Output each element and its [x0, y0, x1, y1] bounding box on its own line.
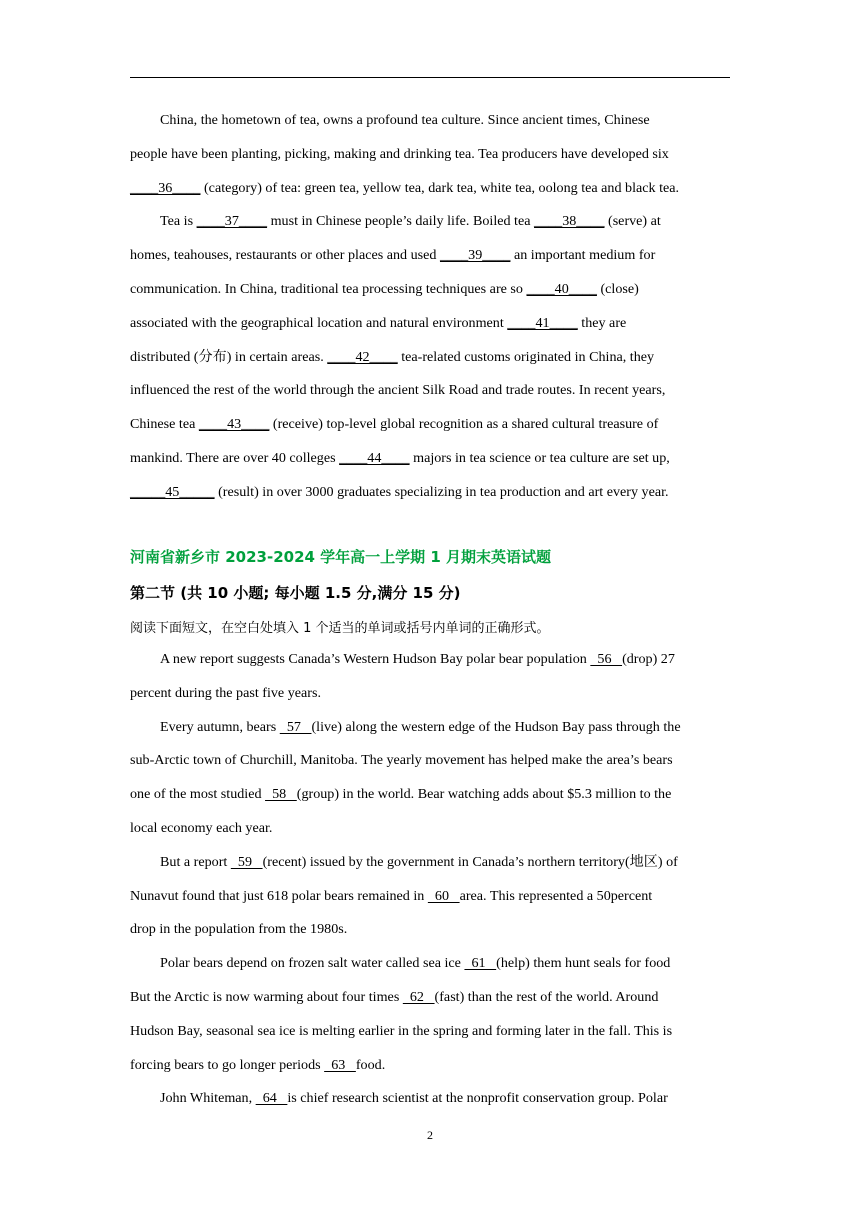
text-line [130, 104, 730, 138]
passage-text: (serve) at [604, 213, 661, 230]
passage-text: Every autumn, bears [160, 718, 280, 735]
answer-blank: ____41____ [507, 314, 578, 331]
passage-text: tea-related customs originated in China, they [397, 348, 655, 365]
passage-text: people have been planting, picking, making and drinking tea. Tea producers have developed six [130, 145, 669, 162]
passage-text: (drop) 27 [622, 651, 675, 667]
text-line [130, 341, 730, 375]
answer-blank: ____43____ [198, 416, 270, 433]
passage-text: must in Chinese people’s daily life. Boiled tea [267, 213, 535, 230]
passage-text: forcing bears to go longer periods [130, 1056, 325, 1073]
answer-blank: 61 [464, 955, 497, 972]
passage-text: Chinese tea [130, 416, 199, 433]
text-line [130, 846, 730, 880]
text-line [130, 273, 730, 307]
passage-text: But a report [160, 853, 231, 870]
header-rule [130, 77, 730, 78]
text-line [130, 1049, 730, 1083]
passage-text: they are [577, 314, 627, 331]
section-instruction: 阅读下面短文，在空白处填入 1 个适当的单词或括号内单词的正确形式。 [130, 621, 550, 636]
answer-blank: ____42____ [327, 348, 398, 365]
text-line [130, 442, 730, 476]
text-line [130, 981, 730, 1015]
passage-text: food. [355, 1056, 386, 1073]
answer-blank: 62 [402, 988, 435, 1005]
passage-text: Nunavut found that just 618 polar bears remained in [130, 887, 428, 904]
answer-blank: _____45_____ [130, 483, 215, 500]
answer-blank: 59 [230, 853, 263, 870]
passage-text: A new report suggests Canada’s Western Hudson Bay polar bear population [160, 651, 591, 667]
text-line [130, 239, 730, 273]
passage-text: (recent) issued by the government in Canada’s northern territory(地区) of [262, 853, 678, 870]
passage-text: an important medium for [510, 247, 656, 264]
answer-blank: 57 [279, 718, 312, 735]
passage-text: Tea is [160, 213, 197, 230]
passage-text: (category) of tea: green tea, yellow tea, dark tea, white tea, oolong tea and black tea. [200, 179, 680, 196]
answer-blank: 56 [590, 651, 623, 667]
answer-blank: ____36____ [130, 179, 201, 196]
answer-blank: 63 [324, 1056, 356, 1073]
passage-text: (help) them hunt seals for food [496, 955, 671, 972]
answer-blank: ____40____ [526, 280, 597, 297]
passage-text: percent during the past five years. [130, 684, 321, 701]
passage-text: John Whiteman, [160, 1090, 256, 1107]
text-line [130, 711, 730, 745]
text-line [130, 677, 730, 711]
passage-text: is chief research scientist at the nonprofit conservation group. Polar [287, 1090, 668, 1107]
source-title: 河南省新乡市 2023-2024 学年高一上学期 1 月期末英语试题 [130, 548, 552, 566]
passage-text: (fast) than the rest of the world. Around [434, 988, 659, 1005]
answer-blank: 64 [255, 1090, 288, 1107]
text-line [130, 913, 730, 947]
text-line [130, 947, 730, 981]
text-line [130, 307, 730, 341]
passage-text: Polar bears depend on frozen salt water called sea ice [160, 955, 465, 972]
passage-text: China, the hometown of tea, owns a profound tea culture. Since ancient times, Chinese [160, 112, 650, 128]
passage-text: influenced the rest of the world through the ancient Silk Road and trade routes. In recent years, [130, 382, 666, 399]
passage-text: homes, teahouses, restaurants or other places and used [130, 247, 440, 264]
passage-text: mankind. There are over 40 colleges [130, 449, 340, 466]
passage-text: (group) in the world. Bear watching adds about $5.3 million to the [296, 786, 672, 803]
text-line [130, 408, 730, 442]
text-line [130, 1015, 730, 1049]
text-line [130, 812, 730, 846]
text-line [130, 138, 730, 172]
answer-blank: ____37____ [196, 213, 268, 230]
passage-text: (receive) top-level global recognition as a shared cultural treasure of [269, 416, 659, 433]
text-line [130, 476, 730, 510]
passage-text: Hudson Bay, seasonal sea ice is melting earlier in the spring and forming later in the fall. This is [130, 1022, 673, 1039]
text-line [130, 1082, 730, 1116]
passage-text: drop in the population from the 1980s. [130, 921, 348, 938]
passage-text: majors in tea science or tea culture are set up, [409, 449, 670, 466]
text-line [130, 643, 730, 677]
answer-blank: 60 [427, 887, 460, 904]
passage-text: distributed (分布) in certain areas. [130, 348, 328, 365]
passage-text: sub-Arctic town of Churchill, Manitoba. The yearly movement has helped make the area’s bears [130, 752, 673, 769]
answer-blank: ____38____ [534, 213, 605, 230]
passage-text: communication. In China, traditional tea processing techniques are so [130, 280, 527, 297]
passage-text: (close) [596, 280, 639, 297]
passage-text: (result) in over 3000 graduates specializing in tea production and art every year. [214, 483, 669, 500]
passage-text: one of the most studied [130, 786, 266, 803]
passage-text: (live) along the western edge of the Hudson Bay pass through the [311, 718, 681, 735]
passage-text: associated with the geographical location and natural environment [130, 314, 508, 331]
passage-tea-culture [130, 104, 730, 510]
passage-polar-bears [130, 643, 730, 1116]
answer-blank: ____44____ [339, 449, 410, 466]
passage-text: area. This represented a 50percent [459, 887, 653, 904]
passage-text: local economy each year. [130, 819, 273, 836]
text-line [130, 374, 730, 408]
answer-blank: 58 [265, 786, 297, 803]
text-line [130, 880, 730, 914]
page-number: 2 [427, 1128, 433, 1142]
text-line [130, 744, 730, 778]
text-line [130, 205, 730, 239]
section-heading: 第二节 (共 10 小题; 每小题 1.5 分,满分 15 分) [130, 584, 461, 602]
answer-blank: ____39____ [439, 247, 511, 264]
text-line [130, 172, 730, 206]
passage-text: But the Arctic is now warming about four times [130, 988, 403, 1005]
text-line [130, 778, 730, 812]
